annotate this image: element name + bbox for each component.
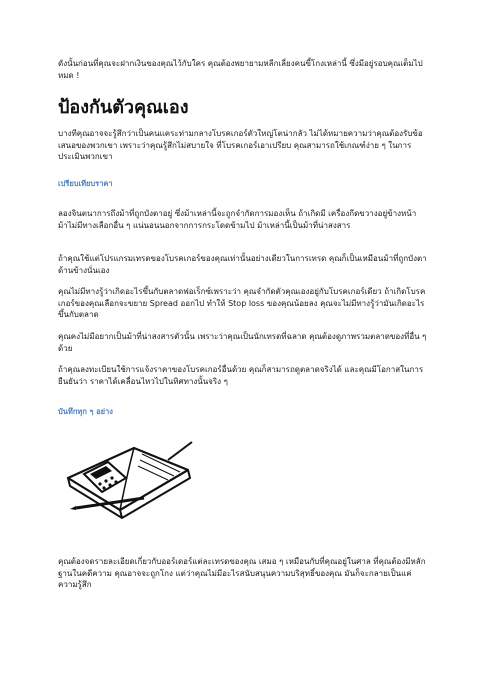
intro-paragraph: ดังนั้นก่อนที่คุณจะฝากเงินของคุณไว้กับใคร คุณต้องพยายามหลีกเลี่ยงคนขี้โกงเหล่านี้ ซึ่งมีอยู่รอบคุณเต็มไปหมด ! (58, 59, 423, 80)
subheading-record-everything: บันทึกทุก ๆ อย่าง (58, 407, 113, 416)
paragraph-3: ถ้าคุณใช้แต่โปรแกรมเทรดของโบรคเกอร์ของคุณเท่านั้นอย่างเดียวในการเทรด คุณก็เป็นเหมือนม้าที่ถูกบังตาด้านข้างนั่นเอง (58, 254, 427, 275)
paragraph-5: คุณคงไม่มีอยากเป็นม้าที่น่าสงสารตัวนั้น เพราะว่าคุณเป็นนักเทรดที่ฉลาด คุณต้องดูภาพรวมตลาดของที่อื่น ๆ ด้วย (58, 332, 427, 353)
paragraph-2: ลองจินตนาการถึงม้าที่ถูกบังตาอยู่ ซึ่งม้าเหล่านี้จะถูกจำกัดการมองเห็น ถ้าเกิดมี เครื่องกีดขวางอยู่ข้างหน้า ม้าไม่มีทางเลือกอื่น ๆ แน่นอนนอกจากการกระโดดข้ามไป ม้าเหล่านี้เป็นม้าที่น่าสงสาร (58, 209, 417, 230)
paragraph-4: คุณไม่มีทางรู้ว่าเกิดอะไรขึ้นกับตลาดฟอเร็กซ์เพราะว่า คุณจำกัดตัวคุณเองอยู่กับโบรคเกอร์เดียว ถ้าเกิดโบรคเกอร์ของคุณเลือกจะขยาย Spread ออกไป ทำให้ Stop loss ของคุณน้อยลง คุณจะไม่มีทางรู้ว่ามันเกิดอะไรขึ้นกับตลาด (58, 287, 426, 319)
notebook-calculator-pen-icon (56, 440, 196, 540)
paragraph-6: ถ้าคุณลงทะเบียนใช้การแจ้งราคาของโบรคเกอร์อื่นด้วย คุณก็สามารถดูตลาดจริงได้ และคุณมีโอกาสในการยืนยันว่า ราคาได้เคลื่อนไหวไปในทิศทางนั้นจริง ๆ (58, 365, 424, 386)
page-heading: ป้องกันตัวคุณเอง (58, 97, 189, 118)
subheading-compare-prices: เปรียบเทียบราคา (58, 179, 113, 188)
paragraph-1: บางทีคุณอาจจะรู้สึกว่าเป็นคนแคระท่ามกลางโบรคเกอร์ตัวใหญ่โตน่ากลัว ไม่ได้หมายความว่าคุณต้องรับข้อเสนอของพวกเขา เพราะว่าคุณรู้สึกไม่สบายใจ ที่โบรคเกอร์เอาเปรียบ คุณสามารถใช้เกณฑ์ง่าย ๆ ในการประเมินพวกเขา (58, 129, 423, 161)
paragraph-7: คุณต้องจดรายละเอียดเกี่ยวกับออร์เดอร์แต่ละเทรดของคุณ เสมอ ๆ เหมือนกับที่คุณอยู่ในศาล ที่คุณต้องมีหลักฐานในคดีความ คุณอาจจะถูกโกง แต่ว่าคุณไม่มีอะไรสนับสนุนความบริสุทธิ์ของคุณ มันก็จะกลายเป็นแค่ความรู้สึก (58, 557, 426, 589)
